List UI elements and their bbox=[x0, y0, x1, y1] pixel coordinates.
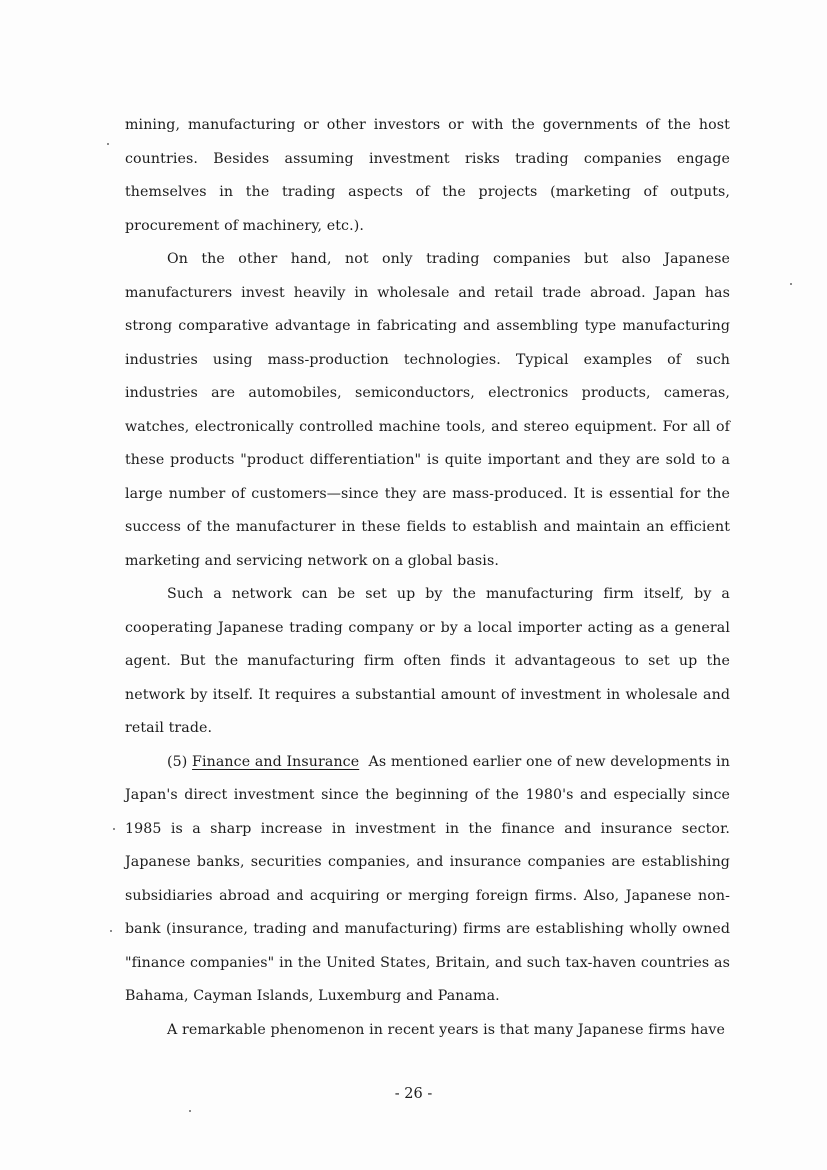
section-heading: Finance and Insurance bbox=[192, 753, 360, 770]
scan-speck bbox=[790, 283, 792, 285]
body-text bbox=[125, 109, 730, 1047]
section-text: As mentioned earlier one of new developments in Japan's direct investment since the beginning of the 1980's and especially since 1985 is a sharp increase in investment in the finance and insurance sector. Japanese banks, securities companies, and insurance companies are establishing subsidiaries abroad and acquiring or merging foreign firms. Also, Japanese non-bank (insurance, trading and manufacturing) firms are establishing wholly owned "finance companies" in the United States, Britain, and such tax-haven countries as Bahama, Cayman Islands, Luxemburg and Panama. bbox=[125, 753, 730, 1004]
page-number: - 26 - bbox=[394, 1086, 433, 1102]
scan-speck bbox=[189, 1110, 191, 1112]
paragraph-finance-insurance bbox=[125, 746, 730, 1014]
scan-speck bbox=[110, 930, 112, 932]
section-number: (5) bbox=[167, 753, 188, 770]
paragraph-continuation: mining, manufacturing or other investors or with the governments of the host countries. Besides assuming investment risks trading companies engage themselves in the trading aspects of the projects (marketing of outputs, procurement of machinery, etc.). bbox=[125, 117, 730, 234]
paragraph-remarkable-phenomenon: A remarkable phenomenon in recent years is that many Japanese firms have bbox=[167, 1021, 726, 1038]
scan-speck bbox=[113, 828, 115, 830]
scan-speck bbox=[107, 143, 109, 145]
paragraph-manufacturers: On the other hand, not only trading companies but also Japanese manufacturers invest heavily in wholesale and retail trade abroad. Japan has strong comparative advantage in fabricating and assembling type manufacturing industries using mass-production technologies. Typical examples of such industries are automobiles, semiconductors, electronics products, cameras, watches, electronically controlled machine tools, and stereo equipment. For all of these products "product differentiation" is quite important and they are sold to a large number of customers—since they are mass-produced. It is essential for the success of the manufacturer in these fields to establish and maintain an efficient marketing and servicing network on a global basis. bbox=[125, 251, 730, 569]
paragraph-network: Such a network can be set up by the manufacturing firm itself, by a cooperating Japanese trading company or by a local importer acting as a general agent. But the manufacturing firm often finds it advantageous to set up the network by itself. It requires a substantial amount of investment in wholesale and retail trade. bbox=[125, 586, 730, 736]
